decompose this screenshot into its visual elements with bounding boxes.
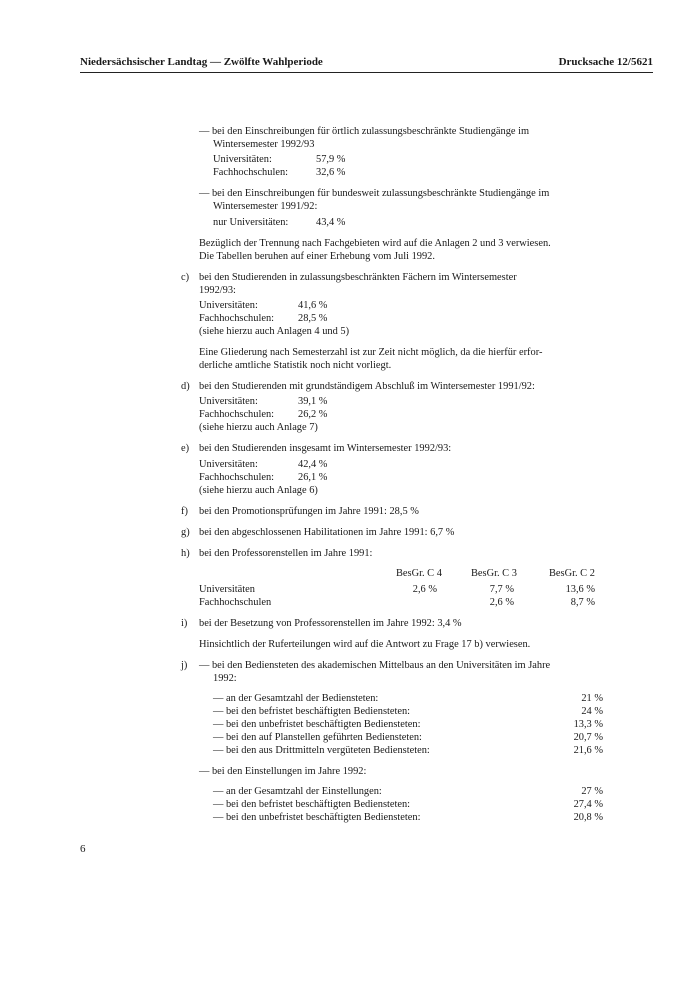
b-item1-row-value: 57,9 % <box>316 154 346 165</box>
e-row-label: Universitäten: <box>199 459 258 470</box>
b-item2-row-label: nur Universitäten: <box>213 217 289 228</box>
h-col-header: BesGr. C 4 <box>396 568 442 579</box>
d-row-label: Universitäten: <box>199 396 258 407</box>
j-sub2: — bei den Einstellungen im Jahre 1992: <box>199 766 367 777</box>
b-item1-row-label: Universitäten: <box>213 154 272 165</box>
h-col-header: BesGr. C 2 <box>549 568 595 579</box>
j-row1-value: 13,3 % <box>573 719 603 730</box>
d-row-value: 26,2 % <box>298 409 328 420</box>
d-row-value: 39,1 % <box>298 396 328 407</box>
j-row1-label: — bei den unbefristet beschäftigten Bediensteten: <box>213 719 421 730</box>
e-note: (siehe hierzu auch Anlage 6) <box>199 485 318 496</box>
header-title: Niedersächsischer Landtag — Zwölfte Wahlperiode <box>80 56 323 68</box>
j-marker: j) <box>181 660 188 671</box>
c-line1: bei den Studierenden in zulassungsbeschränkten Fächern im Wintersemester <box>199 272 517 283</box>
j-row2-value: 27 % <box>581 786 603 797</box>
i-marker: i) <box>181 618 188 629</box>
c-row-value: 41,6 % <box>298 300 328 311</box>
c-note: (siehe hierzu auch Anlagen 4 und 5) <box>199 326 350 337</box>
c-row-value: 28,5 % <box>298 313 328 324</box>
e-row-value: 26,1 % <box>298 472 328 483</box>
h-cell: 7,7 % <box>489 584 514 595</box>
j-row1-value: 24 % <box>581 706 603 717</box>
h-marker: h) <box>181 548 190 559</box>
e-row-label: Fachhochschulen: <box>199 472 275 483</box>
b-item2-line2: Wintersemester 1991/92: <box>213 201 318 212</box>
f-text: bei den Promotionsprüfungen im Jahre 1991: 28,5 % <box>199 506 419 517</box>
h-cell: 13,6 % <box>565 584 595 595</box>
e-marker: e) <box>181 443 190 454</box>
b-item1-row-value: 32,6 % <box>316 167 346 178</box>
b-item2-line1: — bei den Einschreibungen für bundesweit zulassungsbeschränkte Studiengänge im <box>199 188 550 199</box>
h-row-label: Fachhochschulen <box>199 597 272 608</box>
d-row-label: Fachhochschulen: <box>199 409 275 420</box>
j-line1: — bei den Bediensteten des akademischen Mittelbaus an den Universitäten im Jahre <box>199 660 551 671</box>
c-line2: 1992/93: <box>199 285 236 296</box>
j-row1-value: 20,7 % <box>573 732 603 743</box>
page-number: 6 <box>80 843 86 855</box>
d-line1: bei den Studierenden mit grundständigem Abschluß im Wintersemester 1991/92: <box>199 381 535 392</box>
b-item1-line1: — bei den Einschreibungen für örtlich zulassungsbeschränkte Studiengänge im <box>199 126 530 137</box>
c-marker: c) <box>181 272 190 283</box>
h-col-header: BesGr. C 3 <box>471 568 517 579</box>
b-note-line1: Bezüglich der Trennung nach Fachgebieten wird auf die Anlagen 2 und 3 verwiesen. <box>199 238 551 249</box>
e-row-value: 42,4 % <box>298 459 328 470</box>
header-rule <box>80 72 653 73</box>
j-row2-value: 27,4 % <box>573 799 603 810</box>
j-row2-label: — an der Gesamtzahl der Einstellungen: <box>213 786 382 797</box>
j-row2-value: 20,8 % <box>573 812 603 823</box>
c-para-line1: Eine Gliederung nach Semesterzahl ist zur Zeit nicht möglich, da die hierfür erfor- <box>199 347 543 358</box>
d-note: (siehe hierzu auch Anlage 7) <box>199 422 318 433</box>
b-item1-row-label: Fachhochschulen: <box>213 167 289 178</box>
c-row-label: Universitäten: <box>199 300 258 311</box>
j-line2: 1992: <box>213 673 237 684</box>
h-cell: 2,6 % <box>412 584 437 595</box>
j-row1-value: 21 % <box>581 693 603 704</box>
i-text: bei der Besetzung von Professorenstellen im Jahre 1992: 3,4 % <box>199 618 462 629</box>
h-cell: 2,6 % <box>489 597 514 608</box>
j-row2-label: — bei den befristet beschäftigten Bediensteten: <box>213 799 411 810</box>
j-row1-value: 21,6 % <box>573 745 603 756</box>
f-marker: f) <box>181 506 188 517</box>
b-note-line2: Die Tabellen beruhen auf einer Erhebung vom Juli 1992. <box>199 251 435 262</box>
c-para-line2: derliche amtliche Statistik noch nicht vorliegt. <box>199 360 392 371</box>
i-para: Hinsichtlich der Ruferteilungen wird auf die Antwort zu Frage 17 b) verwiesen. <box>199 639 531 650</box>
j-row1-label: — bei den befristet beschäftigten Bediensteten: <box>213 706 411 717</box>
e-line1: bei den Studierenden insgesamt im Wintersemester 1992/93: <box>199 443 452 454</box>
h-row-label: Universitäten <box>199 584 255 595</box>
j-row1-label: — bei den auf Planstellen geführten Bediensteten: <box>213 732 422 743</box>
g-text: bei den abgeschlossenen Habilitationen im Jahre 1991: 6,7 % <box>199 527 455 538</box>
h-text: bei den Professorenstellen im Jahre 1991: <box>199 548 373 559</box>
j-row2-label: — bei den unbefristet beschäftigten Bediensteten: <box>213 812 421 823</box>
j-row1-label: — an der Gesamtzahl der Bediensteten: <box>213 693 379 704</box>
b-item2-row-value: 43,4 % <box>316 217 346 228</box>
j-row1-label: — bei den aus Drittmitteln vergüteten Bediensteten: <box>213 745 430 756</box>
b-item1-line2: Wintersemester 1992/93 <box>213 139 315 150</box>
g-marker: g) <box>181 527 190 538</box>
header-document-number: Drucksache 12/5621 <box>558 56 653 68</box>
d-marker: d) <box>181 381 190 392</box>
h-cell: 8,7 % <box>570 597 595 608</box>
c-row-label: Fachhochschulen: <box>199 313 275 324</box>
